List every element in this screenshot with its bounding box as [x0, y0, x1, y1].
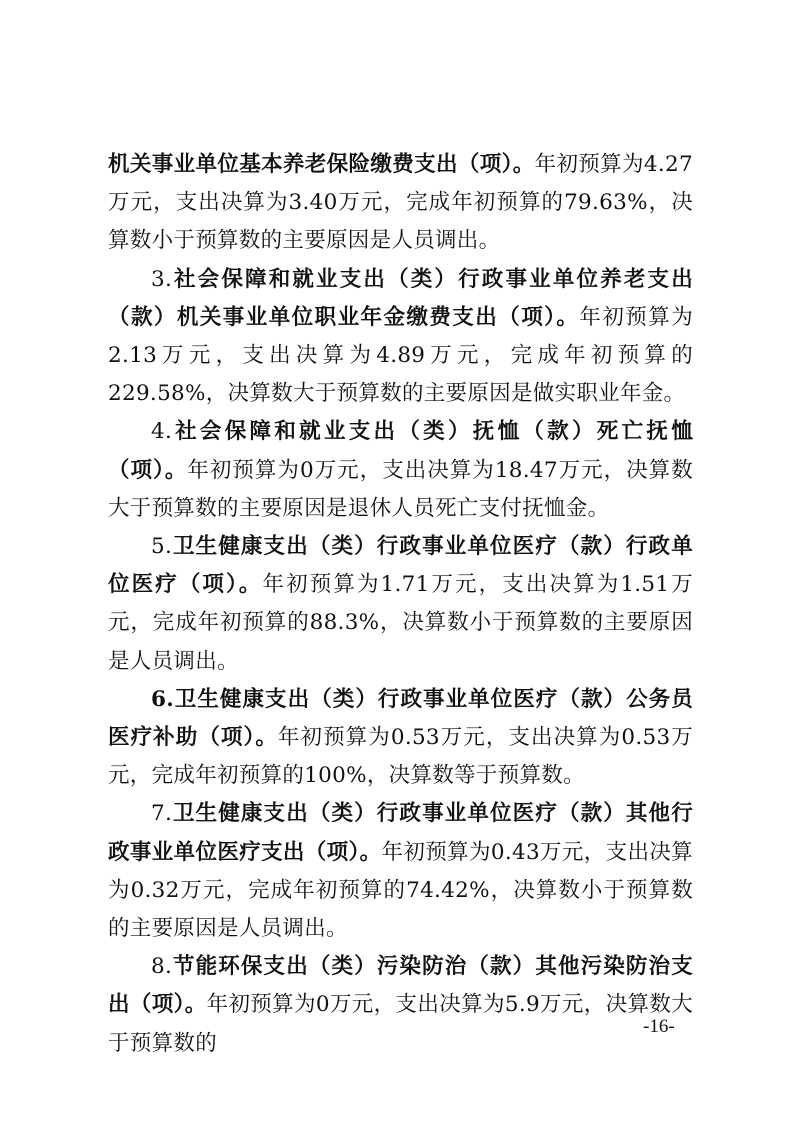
paragraph-number: 7.: [151, 801, 173, 827]
paragraph-text: 年初预算为0.43万元，支出决算为0.32万元，完成年初预算的74.42%，决算数小于预算数的主要原因是人员调出。: [108, 839, 693, 942]
paragraph-heading: 卫生健康支出（类）行政事业单位医疗（款）公务员医疗补助（项）。: [108, 686, 693, 751]
paragraph-text: 年初预算为0.53万元，支出决算为0.53万元，完成年初预算的100%，决算数等于预算数。: [108, 725, 694, 789]
paragraph-heading: 卫生健康支出（类）行政事业单位医疗（款）其他行政事业单位医疗支出（项）。: [108, 801, 693, 865]
paragraph-4-death-pension: [108, 413, 693, 528]
paragraph-pension-contribution: [108, 146, 693, 261]
paragraph-3-occupational-annuity: [108, 261, 693, 414]
document-body: [108, 146, 693, 1063]
paragraph-text: 年初预算为2.13万元，支出决算为4.89万元，完成年初预算的229.58%，决算数大于预算数的主要原因是做实职业年金。: [108, 304, 693, 407]
page-number: -16-: [643, 1016, 675, 1037]
paragraph-text: 年初预算为0万元，支出决算为18.47万元，决算数大于预算数的主要原因是退休人员死亡支付抚恤金。: [108, 457, 694, 521]
paragraph-heading: 社会保障和就业支出（类）行政事业单位养老支出（款）机关事业单位职业年金缴费支出（项）。: [108, 266, 693, 330]
paragraph-number: 3.: [151, 266, 173, 292]
paragraph-text: 年初预算为0万元，支出决算为5.9万元，决算数大于预算数的: [108, 992, 693, 1056]
paragraph-number: 8.: [151, 954, 173, 980]
paragraph-heading: 节能环保支出（类）污染防治（款）其他污染防治支出（项）。: [108, 954, 693, 1018]
paragraph-heading: 卫生健康支出（类）行政事业单位医疗（款）行政单位医疗（项）。: [108, 534, 693, 598]
paragraph-heading: 机关事业单位基本养老保险缴费支出（项）。: [108, 152, 535, 177]
paragraph-7-other-medical: [108, 795, 693, 948]
paragraph-text: 年初预算为1.71万元，支出决算为1.51万元，完成年初预算的88.3%，决算数小于预算数的主要原因是人员调出。: [108, 572, 693, 674]
paragraph-6-civil-servant-medical: [108, 681, 693, 796]
paragraph-8-pollution-control: [108, 948, 693, 1063]
paragraph-number: 6.: [151, 686, 175, 712]
paragraph-5-admin-medical: [108, 528, 693, 681]
paragraph-number: 4.: [151, 419, 173, 445]
paragraph-number: 5.: [151, 534, 173, 560]
paragraph-heading: 社会保障和就业支出（类）抚恤（款）死亡抚恤（项）。: [108, 419, 693, 483]
paragraph-text: 年初预算为4.27万元，支出决算为3.40万元，完成年初预算的79.63%，决算数小于预算数的主要原因是人员调出。: [108, 152, 693, 254]
